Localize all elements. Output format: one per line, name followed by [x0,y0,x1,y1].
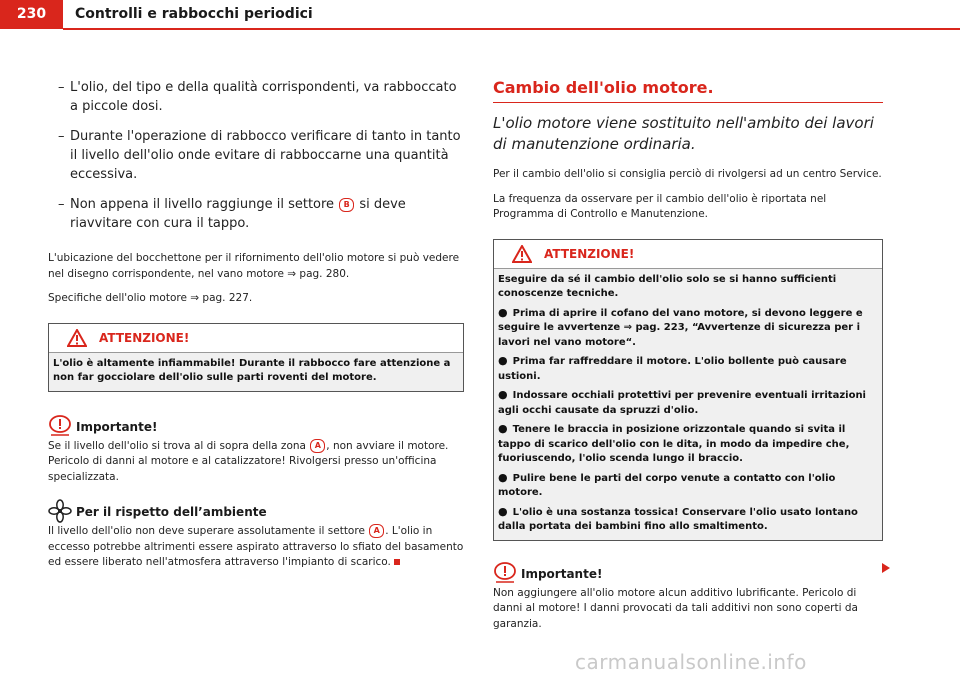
important-text-part: Se il livello dell'olio si trova al di sopra della zona [48,439,310,452]
flower-icon [48,499,72,523]
dash-item-text: si deve riavvitare con cura il tappo. [70,197,406,231]
page-number: 230 [0,0,63,29]
warning-item [498,422,876,467]
warning-triangle-icon [67,329,87,347]
warning-item-text: Pulire bene le parti del corpo venute a contatto con l'olio motore. [498,472,836,498]
environment-title: Per il rispetto dell’ambiente [76,505,267,519]
warning-item-text: L'olio è una sostanza tossica! Conservare l'olio usato lontano dalla portata dei bambini fino allo smaltimento. [498,506,858,532]
dash-marker: – [58,129,65,144]
environment-text-part: . L'olio in eccesso potrebbe altrimenti essere aspirato attraverso lo sfiato del basamento ed essere liberato nell'atmosfera attraverso l'impianto di scarico. [48,525,464,568]
warning-item-text: Indossare occhiali protettivi per prevenire eventuali irritazioni agli occhi causate da spruzzi d'olio. [498,390,866,416]
warning-item [498,505,876,535]
paragraph: Specifiche dell'olio motore ⇒ pag. 227. [48,292,253,304]
paragraph: L'ubicazione del bocchettone per il rifornimento dell'olio motore si può vedere nel disegno corrispondente, nel vano motore ⇒ pag. 280. [48,252,460,280]
callout-badge: A [369,524,384,538]
bullet-icon: ● [498,422,508,435]
warning-body [494,268,882,540]
page-title: Controlli e rabbocchi periodici [75,6,313,22]
important-icon [493,561,517,583]
bullet-icon: ● [498,305,508,319]
callout-badge: A [310,439,325,453]
right-column [493,78,883,641]
bullet-icon: ● [498,470,508,484]
warning-triangle-icon [512,245,532,263]
end-mark [394,559,400,565]
environment-text-part: Il livello dell'olio non deve superare assolutamente il settore [48,525,369,537]
warning-header [49,324,463,352]
warning-body: L'olio è altamente infiammabile! Durante il rabbocco fare attenzione a non far gocciolare dell'olio sulle parti roventi del motore. [49,352,463,391]
warning-box [493,239,883,541]
important-text: Non aggiungere all'olio motore alcun additivo lubrificante. Pericolo di danni al motore! I danni provocati da tali additivi non sono coperti da garanzia. [493,586,858,630]
important-title: Importante! [76,419,158,434]
important-header [48,414,464,436]
callout-badge: B [339,198,354,212]
left-column [48,78,464,580]
next-page-arrow-icon [882,563,890,573]
warning-item-text: Prima far raffreddare il motore. L'olio bollente può causare ustioni. [498,356,847,382]
bullet-icon: ● [498,388,508,401]
warning-item [498,306,876,351]
watermark: carmanualsonline.info [575,650,807,674]
dash-item-text: Durante l'operazione di rabbocco verificare di tanto in tanto il livello dell'olio onde evitare di rabboccarne una quantità eccessiva. [70,129,461,182]
important-text-part: , non avviare il motore. Pericolo di danni al motore e al catalizzatore! Rivolgersi presso un'officina specializzata. [48,439,449,483]
important-header [493,561,883,583]
warning-header [494,240,882,268]
environment-header [48,499,464,521]
dash-item-text: Non appena il livello raggiunge il settore [70,197,339,212]
section-title: Cambio dell'olio motore. [493,78,883,103]
warning-intro: Eseguire da sé il cambio dell'olio solo se si hanno sufficienti conoscenze tecniche. [498,273,837,299]
warning-item [498,471,876,501]
environment-text [48,524,464,571]
warning-item [498,354,876,384]
bullet-icon: ● [498,504,508,518]
paragraph: La frequenza da osservare per il cambio dell'olio è riportata nel Programma di Controllo e Manutenzione. [493,192,827,220]
dash-item [48,127,464,184]
important-text [48,439,464,486]
warning-title: ATTENZIONE! [544,246,635,261]
bullet-icon: ● [498,354,508,367]
warning-box [48,323,464,392]
dash-item [48,78,464,116]
lead-text: L'olio motore viene sostituito nell'ambito dei lavori di manutenzione ordinaria. [493,114,874,153]
warning-item [498,388,876,418]
warning-item-text: Tenere le braccia in posizione orizzontale quando si svita il tappo di scarico dell'olio con le dita, in modo da impedire che, fuoriuscendo, l'olio scenda lungo il braccio. [498,424,850,464]
dash-marker: – [58,197,65,212]
dash-item [48,195,464,233]
dash-item-text: L'olio, del tipo e della qualità corrispondenti, va rabboccato a piccole dosi. [70,80,457,114]
important-title: Importante! [521,566,603,581]
paragraph: Per il cambio dell'olio si consiglia perciò di rivolgersi ad un centro Service. [493,168,882,180]
warning-item-text: Prima di aprire il cofano del vano motore, si devono leggere e seguire le avvertenze ⇒ pag. 223, “Avvertenze di sicurezza per i lavori nel vano motore“. [498,307,863,348]
warning-title: ATTENZIONE! [99,330,190,345]
dash-marker: – [58,80,65,95]
important-icon [48,414,72,436]
header-rule [63,28,960,30]
